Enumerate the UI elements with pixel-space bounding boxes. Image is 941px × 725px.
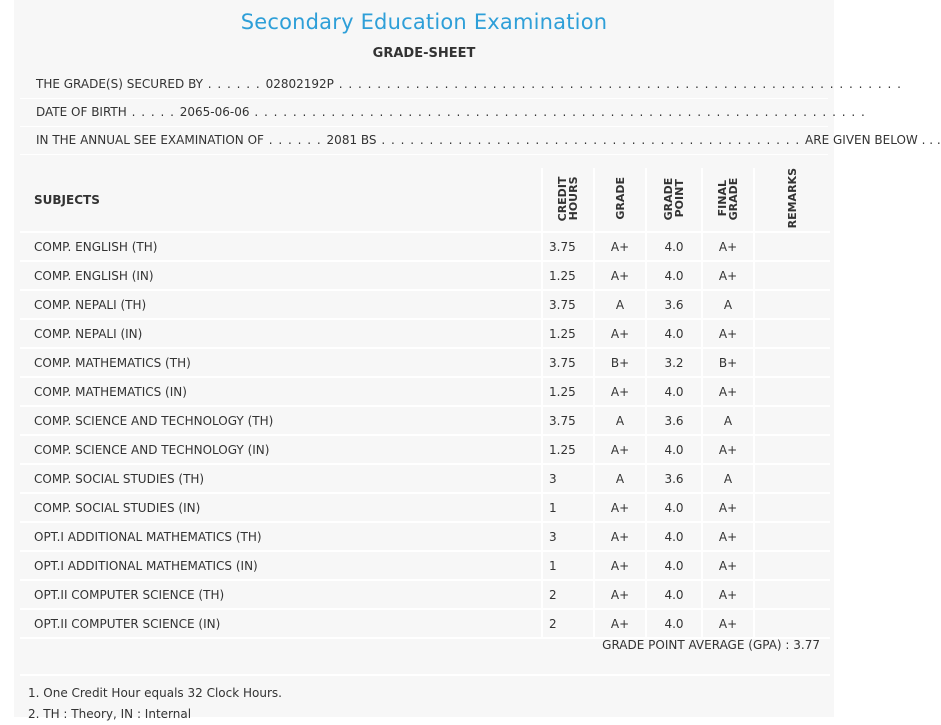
grade-cell: A+ bbox=[594, 551, 646, 580]
credit-hours-cell: 2 bbox=[542, 609, 594, 638]
final-grade-cell: A bbox=[702, 290, 754, 319]
final-grade-cell: A bbox=[702, 464, 754, 493]
table-row bbox=[20, 435, 830, 464]
subject-cell: OPT.II COMPUTER SCIENCE (IN) bbox=[20, 609, 542, 638]
given-below-text: ARE GIVEN BELOW . . . bbox=[805, 133, 941, 147]
credit-hours-cell: 3 bbox=[542, 522, 594, 551]
note-item: 2. TH : Theory, IN : Internal bbox=[28, 707, 192, 721]
final-grade-header bbox=[702, 168, 754, 232]
grade-point-cell: 3.6 bbox=[646, 290, 702, 319]
table-row bbox=[20, 493, 830, 522]
table-row bbox=[20, 580, 830, 609]
credit-hours-header-label: CREDIT HOURS bbox=[556, 175, 580, 221]
secured-by-label: THE GRADE(S) SECURED BY bbox=[36, 77, 203, 91]
grade-cell: A+ bbox=[594, 232, 646, 261]
credit-hours-cell: 2 bbox=[542, 580, 594, 609]
final-grade-header-label: FINAL GRADE bbox=[716, 176, 740, 220]
note-item: 1. One Credit Hour equals 32 Clock Hours. bbox=[28, 686, 282, 700]
subject-cell: OPT.I ADDITIONAL MATHEMATICS (IN) bbox=[20, 551, 542, 580]
credit-hours-cell: 1 bbox=[542, 493, 594, 522]
grade-cell: A+ bbox=[594, 261, 646, 290]
dob-line: DATE OF BIRTH . . . . . 2065-06-06 . . . . . . . . . . . . . . . . . . . . . . . . . . . . . . . . . . . . . . . . . . . . . . . . . . . . . . . . . . . . . . . . bbox=[36, 105, 866, 119]
grade-cell: B+ bbox=[594, 348, 646, 377]
final-grade-cell: A+ bbox=[702, 522, 754, 551]
remarks-cell bbox=[754, 464, 830, 493]
grade-header-label: GRADE bbox=[613, 176, 627, 220]
subject-cell: COMP. SOCIAL STUDIES (IN) bbox=[20, 493, 542, 522]
grade-point-cell: 3.2 bbox=[646, 348, 702, 377]
gpa-value: GRADE POINT AVERAGE (GPA) : 3.77 bbox=[602, 638, 820, 652]
grade-cell: A+ bbox=[594, 580, 646, 609]
final-grade-cell: A+ bbox=[702, 435, 754, 464]
subject-cell: COMP. ENGLISH (IN) bbox=[20, 261, 542, 290]
table-row bbox=[20, 348, 830, 377]
table-row bbox=[20, 522, 830, 551]
dob-label: DATE OF BIRTH bbox=[36, 105, 127, 119]
remarks-cell bbox=[754, 435, 830, 464]
final-grade-cell: A bbox=[702, 406, 754, 435]
credit-hours-cell: 1 bbox=[542, 551, 594, 580]
grade-point-cell: 3.6 bbox=[646, 464, 702, 493]
grade-cell: A+ bbox=[594, 522, 646, 551]
remarks-cell bbox=[754, 522, 830, 551]
subjects-header: SUBJECTS bbox=[20, 168, 542, 232]
final-grade-cell: A+ bbox=[702, 232, 754, 261]
final-grade-cell: A+ bbox=[702, 377, 754, 406]
grade-header bbox=[594, 168, 646, 232]
final-grade-cell: A+ bbox=[702, 493, 754, 522]
grade-point-cell: 4.0 bbox=[646, 551, 702, 580]
table-row bbox=[20, 319, 830, 348]
credit-hours-header bbox=[542, 168, 594, 232]
grade-cell: A+ bbox=[594, 377, 646, 406]
grade-point-cell: 4.0 bbox=[646, 435, 702, 464]
remarks-cell bbox=[754, 493, 830, 522]
credit-hours-cell: 1.25 bbox=[542, 319, 594, 348]
exam-title: Secondary Education Examination bbox=[240, 10, 608, 34]
grade-point-header-label: GRADE POINT bbox=[662, 176, 686, 220]
grade-point-cell: 4.0 bbox=[646, 580, 702, 609]
table-row bbox=[20, 464, 830, 493]
table-row bbox=[20, 290, 830, 319]
credit-hours-cell: 3.75 bbox=[542, 348, 594, 377]
grade-sheet bbox=[14, 0, 941, 721]
credit-hours-cell: 3 bbox=[542, 464, 594, 493]
credit-hours-cell: 1.25 bbox=[542, 377, 594, 406]
subject-cell: COMP. NEPALI (TH) bbox=[20, 290, 542, 319]
remarks-header bbox=[754, 168, 830, 232]
grade-point-cell: 4.0 bbox=[646, 493, 702, 522]
final-grade-cell: A+ bbox=[702, 261, 754, 290]
table-row bbox=[20, 551, 830, 580]
grade-point-cell: 4.0 bbox=[646, 232, 702, 261]
grade-point-cell: 4.0 bbox=[646, 522, 702, 551]
table-header-row bbox=[20, 168, 830, 232]
grades-table bbox=[20, 168, 830, 639]
dob-value: 2065-06-06 bbox=[179, 105, 250, 119]
remarks-cell bbox=[754, 377, 830, 406]
subject-cell: COMP. SCIENCE AND TECHNOLOGY (IN) bbox=[20, 435, 542, 464]
grade-point-cell: 4.0 bbox=[646, 319, 702, 348]
grade-cell: A+ bbox=[594, 493, 646, 522]
remarks-header-label: REMARKS bbox=[786, 168, 799, 229]
secured-by-line: THE GRADE(S) SECURED BY . . . . . . 02802192P . . . . . . . . . . . . . . . . . . . . . . . . . . . . . . . . . . . . . . . . . . . . . . . . . . . . . . . . . . . bbox=[36, 77, 902, 91]
exam-line: IN THE ANNUAL SEE EXAMINATION OF . . . . . . 2081 BS . . . . . . . . . . . . . . . . . . . . . . . . . . . . . . . . . . . . . . . . . . . . ARE GIVEN BELOW . . . bbox=[36, 133, 941, 147]
grade-point-cell: 4.0 bbox=[646, 377, 702, 406]
subject-cell: COMP. SCIENCE AND TECHNOLOGY (TH) bbox=[20, 406, 542, 435]
remarks-cell bbox=[754, 580, 830, 609]
table-row bbox=[20, 377, 830, 406]
credit-hours-cell: 3.75 bbox=[542, 406, 594, 435]
remarks-cell bbox=[754, 551, 830, 580]
subject-cell: OPT.I ADDITIONAL MATHEMATICS (TH) bbox=[20, 522, 542, 551]
subject-cell: COMP. MATHEMATICS (IN) bbox=[20, 377, 542, 406]
final-grade-cell: B+ bbox=[702, 348, 754, 377]
grade-cell: A bbox=[594, 406, 646, 435]
grade-point-cell: 4.0 bbox=[646, 261, 702, 290]
table-row bbox=[20, 232, 830, 261]
credit-hours-cell: 1.25 bbox=[542, 435, 594, 464]
remarks-cell bbox=[754, 319, 830, 348]
subject-cell: OPT.II COMPUTER SCIENCE (TH) bbox=[20, 580, 542, 609]
remarks-cell bbox=[754, 261, 830, 290]
credit-hours-cell: 1.25 bbox=[542, 261, 594, 290]
final-grade-cell: A+ bbox=[702, 609, 754, 638]
remarks-cell bbox=[754, 406, 830, 435]
grade-point-cell: 3.6 bbox=[646, 406, 702, 435]
table-row bbox=[20, 406, 830, 435]
grade-cell: A bbox=[594, 464, 646, 493]
grade-point-cell: 4.0 bbox=[646, 609, 702, 638]
grade-cell: A+ bbox=[594, 319, 646, 348]
final-grade-cell: A+ bbox=[702, 580, 754, 609]
subject-cell: COMP. NEPALI (IN) bbox=[20, 319, 542, 348]
subject-cell: COMP. ENGLISH (TH) bbox=[20, 232, 542, 261]
credit-hours-cell: 3.75 bbox=[542, 290, 594, 319]
grade-cell: A bbox=[594, 290, 646, 319]
grade-point-header bbox=[646, 168, 702, 232]
remarks-cell bbox=[754, 348, 830, 377]
final-grade-cell: A+ bbox=[702, 319, 754, 348]
subject-cell: COMP. SOCIAL STUDIES (TH) bbox=[20, 464, 542, 493]
symbol-number: 02802192P bbox=[265, 77, 334, 91]
table-row bbox=[20, 261, 830, 290]
final-grade-cell: A+ bbox=[702, 551, 754, 580]
exam-label: IN THE ANNUAL SEE EXAMINATION OF bbox=[36, 133, 264, 147]
grade-cell: A+ bbox=[594, 435, 646, 464]
notes bbox=[28, 683, 282, 725]
subject-cell: COMP. MATHEMATICS (TH) bbox=[20, 348, 542, 377]
remarks-cell bbox=[754, 290, 830, 319]
grade-cell: A+ bbox=[594, 609, 646, 638]
grade-sheet-title: GRADE-SHEET bbox=[372, 46, 476, 61]
remarks-cell bbox=[754, 232, 830, 261]
exam-year: 2081 BS bbox=[326, 133, 377, 147]
credit-hours-cell: 3.75 bbox=[542, 232, 594, 261]
